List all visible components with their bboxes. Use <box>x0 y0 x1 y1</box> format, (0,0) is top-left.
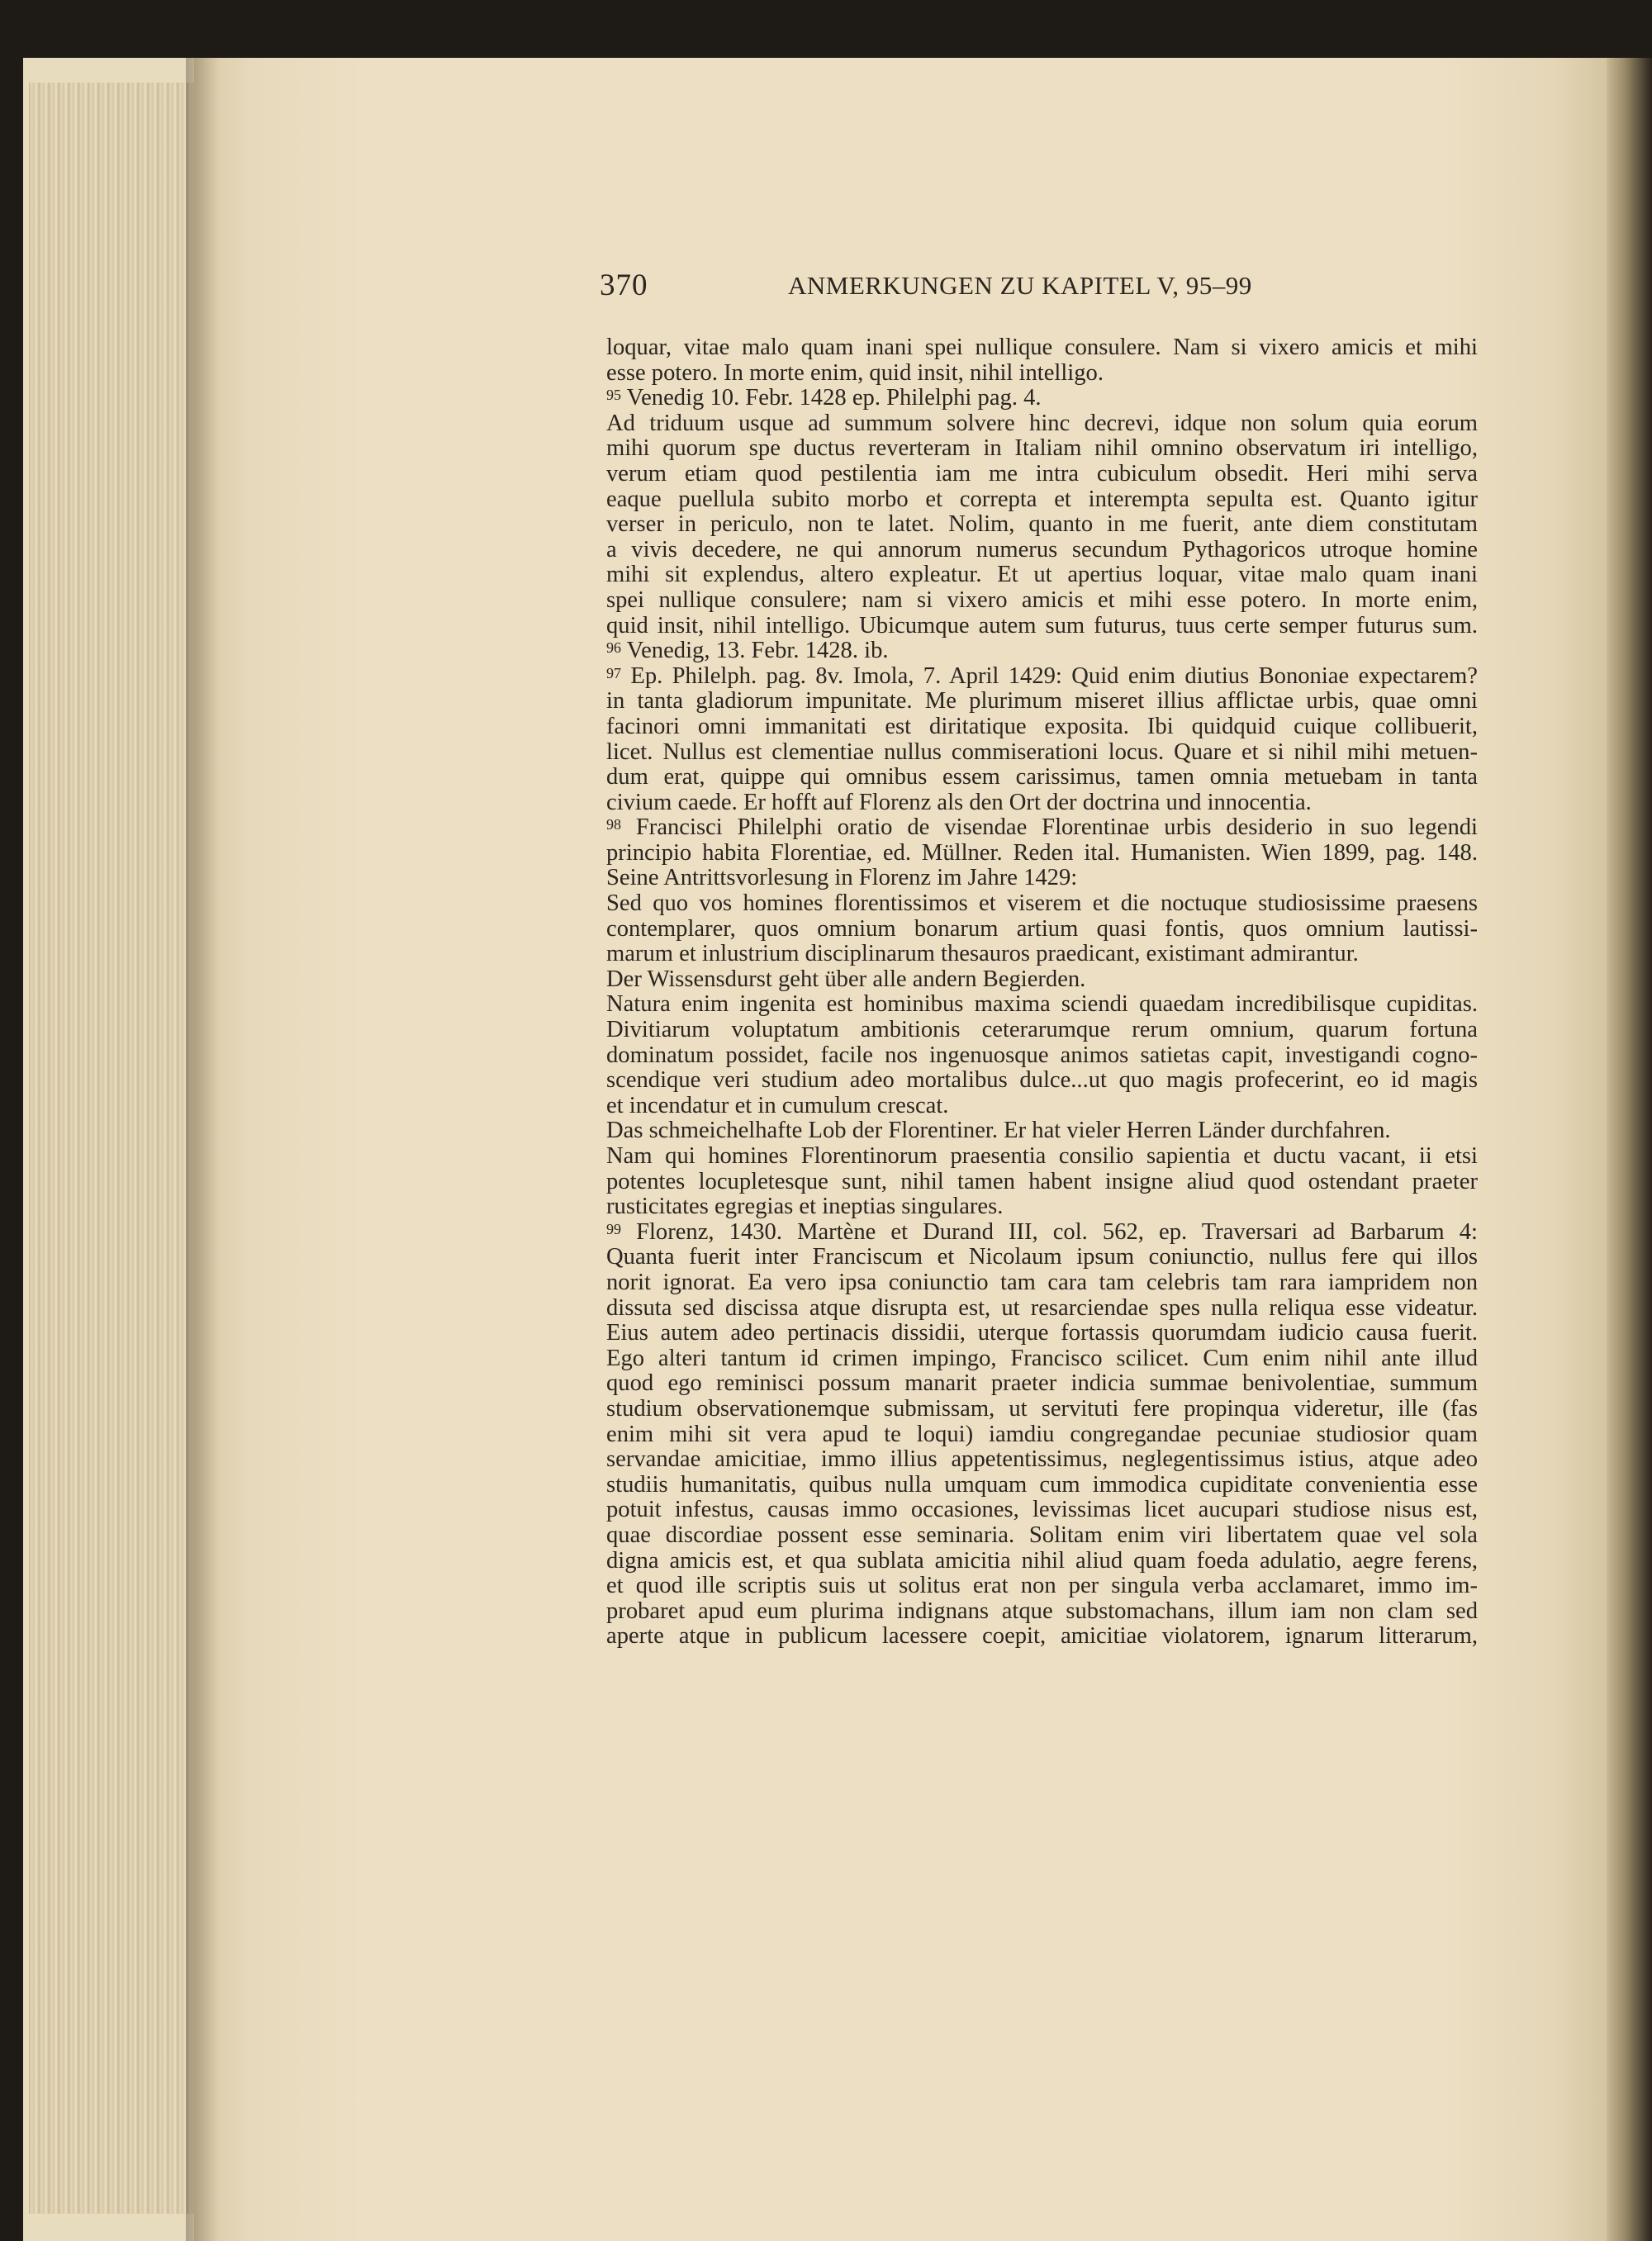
text-line <box>606 1194 1478 1220</box>
line-text: mihi quorum spe ductus reverteram in Italiam nihil omnino observatum iri intelligo, <box>606 435 1478 462</box>
text-line <box>606 411 1478 437</box>
footnote-number: 99 <box>606 1220 621 1237</box>
text-line <box>606 1118 1478 1144</box>
line-text: Venedig, 13. Febr. 1428. ib. <box>621 638 889 664</box>
footnote-number: 97 <box>606 664 621 681</box>
text-line <box>606 487 1478 513</box>
line-text: norit ignorat. Ea vero ipsa coniunctio tam cara tam celebris tam rara iampridem non <box>606 1269 1478 1295</box>
text-line <box>606 967 1478 993</box>
line-text: studiis humanitatis, quibus nulla umquam cum immodica cupiditate convenientia esse <box>606 1471 1478 1498</box>
line-text: marum et inlustrium disciplinarum thesauros praedicant, existimant admirantur. <box>606 941 1359 967</box>
text-line <box>606 1296 1478 1322</box>
line-text: contemplarer, quos omnium bonarum artium quasi fontis, quos omnium lautissi- <box>606 915 1478 942</box>
footnote-line <box>606 1220 1478 1246</box>
page-header <box>600 268 1331 312</box>
text-line <box>606 1523 1478 1549</box>
line-text: Ad triduum usque ad summum solvere hinc decrevi, idque non solum quia eorum <box>606 410 1478 436</box>
text-line <box>606 1599 1478 1625</box>
notes-text-block <box>606 335 1478 1650</box>
text-line <box>606 1321 1478 1346</box>
text-line <box>606 1245 1478 1270</box>
line-text: Der Wissensdurst geht über alle andern Begierden. <box>606 966 1086 992</box>
line-text: servandae amicitiae, immo illius appetentissimus, neglegentissimus istius, atque adeo <box>606 1446 1478 1473</box>
text-line <box>606 866 1478 891</box>
line-text: digna amicis est, et qua sublata amicitia nihil aliud quam foeda adulatio, aegre ferens, <box>606 1547 1478 1574</box>
text-line <box>606 1549 1478 1574</box>
line-text: eaque puellula subito morbo et correpta et interempta sepulta est. Quanto igitur <box>606 486 1478 512</box>
text-line <box>606 1574 1478 1599</box>
text-line <box>606 1144 1478 1170</box>
running-head: ANMERKUNGEN ZU KAPITEL V, 95–99 <box>788 271 1252 300</box>
spine-shadow <box>186 58 219 2241</box>
line-text: dissuta sed discissa atque disrupta est, ut resarciendae spes nulla reliqua esse videatur. <box>606 1294 1478 1321</box>
text-line <box>606 1094 1478 1119</box>
line-text: civium caede. Er hofft auf Florenz als den Ort der doctrina und innocentia. <box>606 789 1312 815</box>
line-text: Natura enim ingenita est hominibus maxima sciendi quaedam incredibilisque cupiditas. <box>606 991 1478 1018</box>
text-line <box>606 361 1478 387</box>
text-line <box>606 462 1478 487</box>
line-text: Venedig 10. Febr. 1428 ep. Philelphi pag. 4. <box>621 385 1042 411</box>
text-line <box>606 1270 1478 1296</box>
text-line <box>606 689 1478 715</box>
footnote-number: 98 <box>606 816 621 833</box>
page-number: 370 <box>600 268 648 302</box>
line-text: scendique veri studium adeo mortalibus dulce...ut quo magis profecerint, eo id magis <box>606 1067 1478 1094</box>
footnote-line <box>606 639 1478 664</box>
line-text: verum etiam quod pestilentia iam me intra cubiculum obsedit. Heri mihi serva <box>606 460 1478 487</box>
line-text: enim mihi sit vera apud te loqui) iamdiu congregandae pecuniae studiosior quam <box>606 1421 1478 1447</box>
line-text: aperte atque in publicum lacessere coepit, amicitiae violatorem, ignarum litterarum, <box>606 1623 1478 1650</box>
text-line <box>606 1624 1478 1650</box>
text-line <box>606 791 1478 816</box>
line-text: et quod ille scriptis suis ut solitus erat non per singula verba acclamaret, immo im- <box>606 1573 1478 1599</box>
text-line <box>606 942 1478 967</box>
footnote-line <box>606 815 1478 841</box>
text-line <box>606 1043 1478 1069</box>
line-text: Ego alteri tantum id crimen impingo, Francisco scilicet. Cum enim nihil ante illud <box>606 1345 1478 1371</box>
footnote-number: 95 <box>606 387 621 404</box>
text-line <box>606 614 1478 639</box>
text-line <box>606 1170 1478 1195</box>
text-line <box>606 335 1478 361</box>
footnote-line <box>606 386 1478 411</box>
line-text: principio habita Florentiae, ed. Müllner. Reden ital. Humanisten. Wien 1899, pag. 148. <box>606 839 1478 866</box>
text-line <box>606 588 1478 614</box>
line-text: facinori omni immanitati est diritatique exposita. Ibi quidquid cuique collibuerit, <box>606 713 1478 739</box>
line-text: in tanta gladiorum impunitate. Me plurimum miseret illius afflictae urbis, quae omni <box>606 688 1478 715</box>
line-text: dominatum possidet, facile nos ingenuosque animos satietas capit, investigandi cogno- <box>606 1042 1478 1068</box>
line-text: Sed quo vos homines florentissimos et viserem et die noctuque studiosissime praesens <box>606 890 1478 917</box>
text-line <box>606 1473 1478 1498</box>
line-text: loquar, vitae malo quam inani spei nullique consulere. Nam si vixero amicis et mihi <box>606 335 1478 360</box>
line-text: potuit infestus, causas immo occasiones, levissimas licet aucupari studiose nisus est, <box>606 1497 1478 1523</box>
line-text: quid insit, nihil intelligo. Ubicumque autem sum futurus, tuus certe semper futurus sum. <box>606 612 1478 639</box>
line-text: Quanta fuerit inter Franciscum et Nicolaum ipsum coniunctio, nullus fere qui illos <box>606 1244 1478 1270</box>
text-line <box>606 740 1478 766</box>
line-text: esse potero. In morte enim, quid insit, nihil intelligo. <box>606 359 1104 386</box>
line-text: mihi sit explendus, altero expleatur. Et ut apertius loquar, vitae malo quam inani <box>606 562 1478 588</box>
line-text: Eius autem adeo pertinacis dissidii, uterque fortassis quorumdam iudicio causa fuerit. <box>606 1320 1478 1346</box>
text-line <box>606 1447 1478 1473</box>
line-text: a vivis decedere, ne qui annorum numerus secundum Pythagoricos utroque homine <box>606 536 1478 563</box>
binding-edge <box>1607 58 1652 2241</box>
text-line <box>606 512 1478 538</box>
line-text: Nam qui homines Florentinorum praesentia consilio sapientia et ductu vacant, ii etsi <box>606 1143 1478 1169</box>
text-line <box>606 1498 1478 1523</box>
footnote-number: 96 <box>606 639 621 657</box>
text-line <box>606 917 1478 942</box>
line-text: Francisci Philelphi oratio de visendae Florentinae urbis desiderio in suo legendi <box>621 814 1478 841</box>
text-line <box>606 1371 1478 1397</box>
page-stack-edges <box>29 83 198 2214</box>
line-text: Florenz, 1430. Martène et Durand III, col. 562, ep. Traversari ad Barbarum 4: <box>621 1218 1478 1245</box>
line-text: verser in periculo, non te latet. Nolim, quanto in me fuerit, ante diem constitutam <box>606 511 1478 538</box>
line-text: quae discordiae possent esse seminaria. Solitam enim viri libertatem quae vel sola <box>606 1522 1478 1548</box>
text-line <box>606 715 1478 740</box>
line-text: Seine Antrittsvorlesung in Florenz im Jahre 1429: <box>606 865 1078 891</box>
line-text: Ep. Philelph. pag. 8v. Imola, 7. April 1429: Quid enim diutius Bononiae expectarem? <box>621 662 1478 689</box>
text-line <box>606 1346 1478 1372</box>
line-text: spei nullique consulere; nam si vixero amicis et mihi esse potero. In morte enim, <box>606 586 1478 613</box>
line-text: licet. Nullus est clementiae nullus commiserationi locus. Quare et si nihil mihi metuen- <box>606 738 1478 765</box>
line-text: studium observationemque submissam, ut servituti fere propinqua videretur, ille (fas <box>606 1395 1478 1422</box>
text-line <box>606 841 1478 866</box>
line-text: Divitiarum voluptatum ambitionis ceterarumque rerum omnium, quarum fortuna <box>606 1017 1478 1043</box>
text-line <box>606 538 1478 563</box>
line-text: et incendatur et in cumulum crescat. <box>606 1092 949 1118</box>
text-line <box>606 1018 1478 1043</box>
text-line <box>606 1422 1478 1448</box>
line-text: dum erat, quippe qui omnibus essem carissimus, tamen omnia metuebam in tanta <box>606 764 1478 791</box>
footnote-line <box>606 664 1478 690</box>
line-text: potentes locupletesque sunt, nihil tamen habent insigne aliud quod ostendant praeter <box>606 1168 1478 1194</box>
line-text: Das schmeichelhafte Lob der Florentiner. Er hat vieler Herren Länder durchfahren. <box>606 1118 1391 1144</box>
text-line <box>606 765 1478 791</box>
text-line <box>606 1068 1478 1094</box>
text-line <box>606 563 1478 588</box>
text-line <box>606 891 1478 917</box>
line-text: rusticitates egregias et ineptias singulares. <box>606 1194 1004 1220</box>
text-line <box>606 436 1478 462</box>
line-text: probaret apud eum plurima indignans atque substomachans, illum iam non clam sed <box>606 1598 1478 1624</box>
text-line <box>606 992 1478 1018</box>
text-line <box>606 1397 1478 1422</box>
line-text: quod ego reminisci possum manarit praeter indicia summae benivolentiae, summum <box>606 1370 1478 1397</box>
